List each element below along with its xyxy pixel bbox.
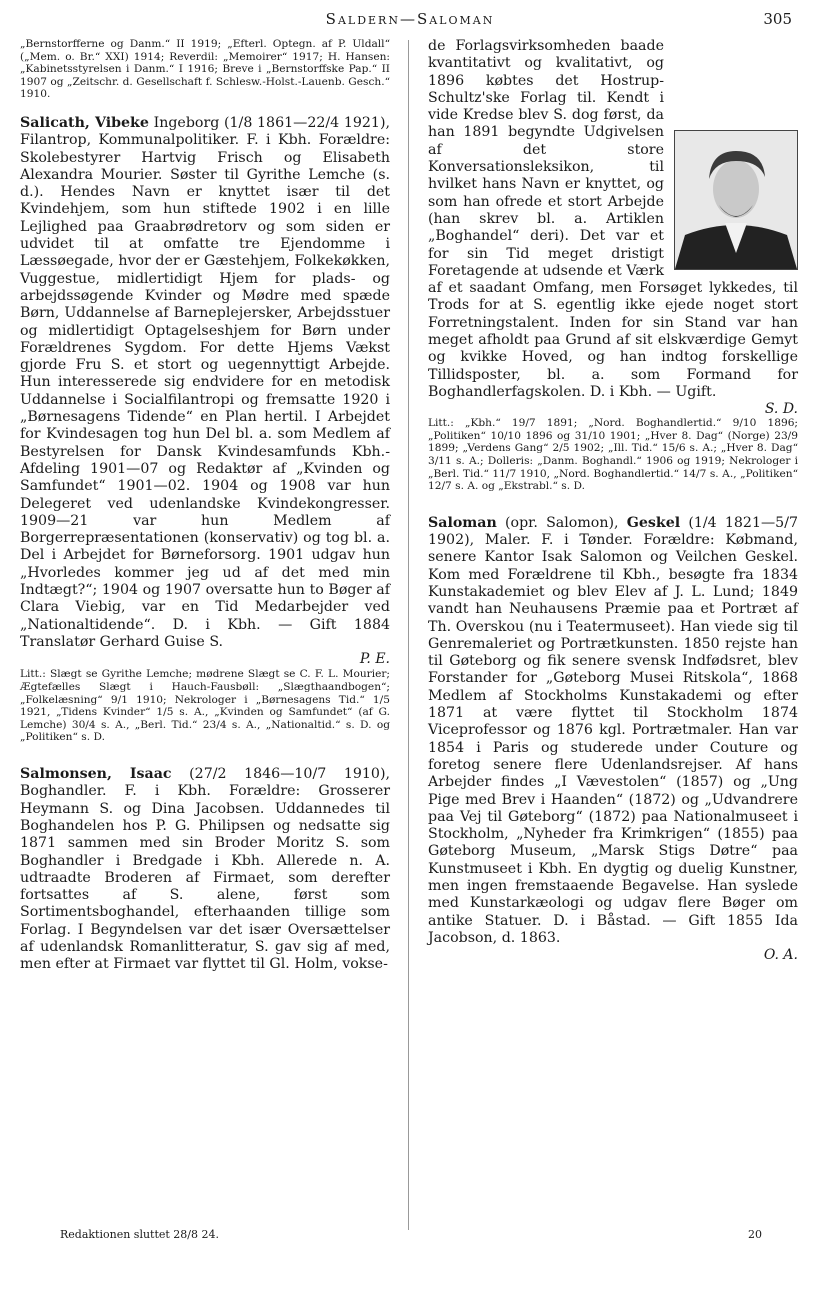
entry-name: Salicath, Vibeke: [20, 114, 149, 131]
entry-saloman: [428, 515, 798, 965]
running-title: Saldern—Saloman: [325, 10, 495, 28]
salmonsen-continued: de Forlagsvirksomheden baade kvantitativt og kvalitativt, og 1896 købtes det Hostrup-Schultz'ske Forlag til. Kendt i vide Kredse blev S. dog først, da han 1891 begyndte Udgivelsen af det store Konversationsleksikon, til hvilket hans Navn er knyttet, og som han ofrede et stort Arbejde (han skrev bl. a. Artiklen „Boghandel“ deri). Det var et for sin Tid meget dristigt Foretagende at udsende et Værk af et saadant Omfang, men Forsøget lykkedes, til Trods for at S. egentlig ikke ejede noget stort Forretningstalent. Inden for sin Stand var han meget afholdt paa Grund af sit elskværdige Gemyt og kvikke Hoved, og han indtog forskellige Tillidsposter, bl. a. som Formand for Boghandlerfagskolen. D. i Kbh. — Ugift.: [428, 38, 798, 400]
left-column: [20, 38, 390, 974]
sheet-number: 20: [748, 1228, 762, 1241]
entry-name: Salmonsen, Isaac: [20, 766, 172, 783]
entry-signature: P. E.: [359, 651, 390, 668]
entry-text: (1/4 1821—5/7 1902), Maler. F. i Tønder. Forældre: Købmand, senere Kantor Isak Salomon og Veilchen Geskel. Kom med Forældrene til Kbh., besøgte fra 1834 Kunstakademiet og blev Elev af J. L. Lund; 1849 vandt han Neuhausens Præmie paa et Portræt af Th. Overskou (nu i Teatermuseet). Han viede sig til Genremaleriet og Portrætkunsten. 1850 rejste han til Gøteborg og fik senere svensk Indfødsret, blev Forstander for „Gøteborg Musei Ritskola“, 1868 Medlem af Stockholms Kunstakademi og efter 1871 at være flyttet til Stockholm 1874 Viceprofessor og 1876 kgl. Portrætmaler. Han var 1854 i Paris og studerede under Couture og foretog senere flere Udenlandsrejser. Af hans Arbejder findes „I Vævestolen“ (1857) og „Ung Pige med Brev i Haanden“ (1872) og „Udvandrere paa Vej til Gøteborg“ (1872) paa Nationalmuseet i Stockholm, „Nyheder fra Krimkrigen“ (1855) paa Gøteborg Museum, „Marsk Stigs Døtre“ paa Kunstmuseet i Kbh. En dygtig og duelig Kunstner, men ingen fremstaaende Begavelse. Han syslede med Kunstarkæologi og udgav flere Bøger om antike Statuer. D. i Båstad. — Gift 1855 Ida Jacobson, d. 1863.: [428, 514, 799, 946]
running-header: [0, 8, 820, 34]
column-divider: [408, 40, 409, 1230]
page-number: 305: [763, 10, 792, 28]
entry-name: Saloman: [428, 514, 497, 531]
entry-salicath: [20, 115, 390, 744]
footer-note: Redaktionen sluttet 28/8 24.: [60, 1228, 220, 1241]
entry-literature: Litt.: Slægt se Gyrithe Lemche; mødrene Slægt se C. F. L. Mourier; Ægtefælles Slægt i Hauch-Fausbøll: „Slægthaandbogen“; „Folkelæsning“ 9/1 1910; Nekrologer i „Børnesagens Tid.“ 1/5 1921, „Tidens Kvinder“ 1/5 s. A., „Kvinden og Samfundet“ (af G. Lemche) 30/4 s. A., „Berl. Tid.“ 23/4 s. A., „Nationaltid.“ s. D. og „Politiken“ s. D.: [20, 668, 390, 744]
right-column: [428, 38, 798, 965]
entry-text: Ingeborg (1/8 1861—22/4 1921), Filantrop, Kommunalpolitiker. F. i Kbh. Forældre: Skolebestyrer Hartvig Frisch og Elisabeth Alexandra Mourier. Søster til Gyrithe Lemche (s. d.). Hendes Navn er knyttet især til det Kvindehjem, som hun stiftede 1902 i en lille Lejlighed paa Graabrødretorv og som siden er udvidet til at omfatte tre Ejendomme i Læssøegade, hvor der er Gæstehjem, Folkekøkken, Vuggestue, midlertidigt Hjem for plads- og arbejdssøgende Kvinder og Mødre med spæde Børn, Uddannelse af Barneplejersker, Arbejdsstuer og midlertidigt Optagelseshjem for Børn under Forældrenes Sygdom. For dette Hjems Vækst gjorde Fru S. et stort og uegennyttigt Arbejde. Hun interesserede sig endvidere for en metodisk Uddannelse i Socialfilantropi og fremsatte 1920 i „Børnesagens Tidende“ en Plan hertil. I Arbejdet for Kvindesagen tog hun Del bl. a. som Medlem af Bestyrelsen for Dansk Kvindesamfunds Kbh.-Afdeling 1901—07 og Redaktør af „Kvinden og Samfundet“ 1901—02. 1904 og 1908 var hun Delegeret ved udenlandske Kvindekongresser. 1909—21 var hun Medlem af Borgerrepræsentationen (konservativ) og tog bl. a. Del i Arbejdet for Børneforsorg. 1901 udgav hun „Hvorledes kommer jeg ud af det med min Indtægt?“; 1904 og 1907 oversatte hun to Bøger af Clara Viebig, var en Tid Medarbejder ved „Nationaltidende“. D. i Kbh. — Gift 1884 Translatør Gerhard Guise S.: [20, 114, 391, 650]
entry-literature: Litt.: „Kbh.“ 19/7 1891; „Nord. Boghandlertid.“ 9/10 1896; „Politiken“ 10/10 1896 og 31/10 1901; „Hver 8. Dag“ (Norge) 23/9 1899; „Verdens Gang“ 2/5 1902; „Ill. Tid.“ 15/6 s. A.; „Hver 8. Dag“ 3/11 s. A.; Dolleris: „Danm. Boghandl.“ 1906 og 1919; Nekrologer i „Berl. Tid.“ 11/7 1910, „Nord. Boghandlertid.“ 14/7 s. A., „Politiken“ 12/7 s. A. og „Ekstrabl.“ s. D.: [428, 417, 798, 493]
entry-text: (27/2 1846—10/7 1910), Boghandler. F. i Kbh. Forældre: Grosserer Heymann S. og Dina Jacobsen. Uddannedes til Boghandelen hos P. G. Philipsen og nedsatte sig 1871 sammen med sin Broder Moritz S. som Boghandler i Bredgade i Kbh. Allerede n. A. udtraadte Broderen af Firmaet, som derefter fortsattes af S. alene, først som Sortimentsboghandel, efterhaanden tillige som Forlag. I Begyndelsen var det især Oversættelser af udenlandsk Romanlitteratur, S. gav sig af med, men efter at Firmaet var flyttet til Gl. Holm, vokse-: [20, 766, 390, 973]
entry-signature: O. A.: [763, 947, 798, 964]
entry-given-name: Geskel: [626, 514, 681, 531]
saldern-references: „Bernstorfferne og Danm.“ II 1919; „Efterl. Optegn. af P. Uldall“ („Mem. o. Br.“ XXI) 1914; Reverdil: „Memoirer“ 1917; H. Hansen: „Kabinetsstyrelsen i Danm.“ I 1916; Breve i „Bernstorffske Pap.“ II 1907 og „Zeitschr. d. Gesellschaft f. Schlesw.-Holst.-Lauenb. Gesch.“ 1910.: [20, 38, 390, 101]
portrait-salmonsen: [674, 130, 798, 270]
entry-text: (opr. Salomon),: [496, 514, 627, 531]
entry-signature: S. D.: [764, 401, 798, 418]
entry-salmonsen: [20, 766, 390, 974]
man-portrait-icon: [675, 131, 797, 269]
